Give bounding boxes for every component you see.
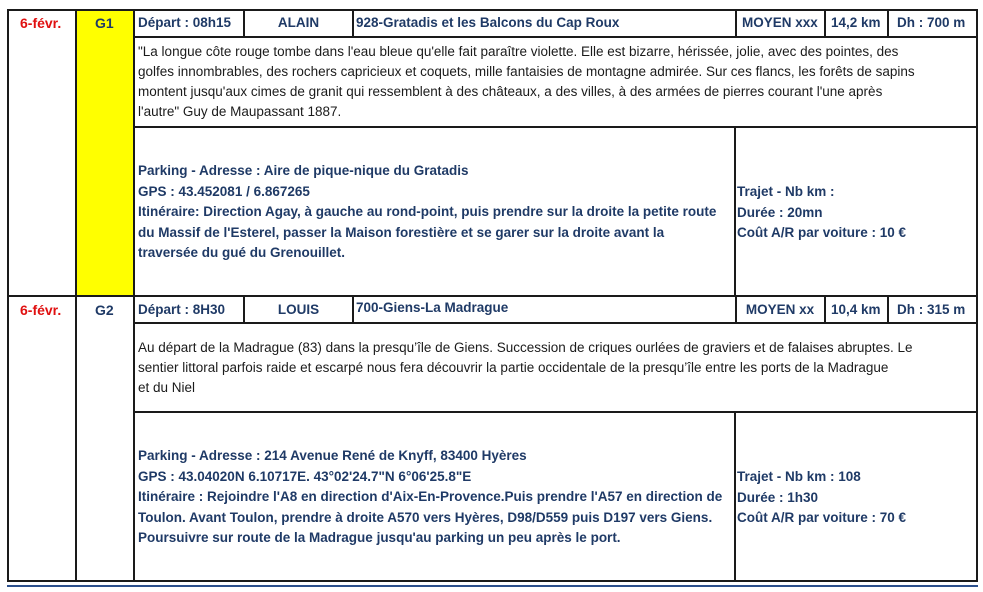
description-line: "La longue côte rouge tombe dans l'eau bleue qu'elle fait paraître violette. Elle est bizarre, hérissée, jolie, avec des pointes, des <box>138 44 899 59</box>
details-line: Parking - Adresse : Aire de pique-nique du Gratadis <box>138 163 469 178</box>
description-line: montent jusqu'aux cimes de granit qui ressemblent à des châteaux, a des villes, à des armées de pierres courant l'une après <box>138 84 883 99</box>
details-line: traversée du gué du Grenouillet. <box>138 245 346 260</box>
row-divider <box>133 411 977 413</box>
description <box>138 338 912 398</box>
footer-rule <box>7 585 978 587</box>
departure-cell: Départ : 8H30 <box>138 302 226 317</box>
hike-title: 700-Giens-La Madrague <box>356 300 509 315</box>
description-line: l'autre" Guy de Maupassant 1887. <box>138 104 342 119</box>
leader-cell: ALAIN <box>277 15 320 30</box>
trip-line: Trajet - Nb km : <box>737 184 835 199</box>
distance-cell: 14,2 km <box>831 15 881 30</box>
column-divider <box>734 126 736 297</box>
description <box>138 42 915 122</box>
trip-line: Coût A/R par voiture : 70 € <box>737 510 907 525</box>
row-divider <box>133 322 977 324</box>
elevation-cell: Dh : 700 m <box>897 15 966 30</box>
row-divider <box>7 9 977 11</box>
details-line: GPS : 43.452081 / 6.867265 <box>138 183 310 199</box>
group-label: G2 <box>95 302 114 318</box>
trip-line: Coût A/R par voiture : 10 € <box>737 225 907 240</box>
trip-line: Durée : 1h30 <box>737 489 819 505</box>
description-line: Au départ de la Madrague (83) dans la presqu’île de Giens. Succession de criques ourlées de graviers et de falaises abruptes. Le <box>138 340 913 355</box>
trip-details <box>737 182 906 244</box>
row-divider <box>7 580 977 582</box>
row-divider <box>133 126 977 128</box>
column-divider <box>243 295 245 324</box>
details-line: Parking - Adresse : 214 Avenue René de Knyff, 83400 Hyères <box>138 448 527 463</box>
column-divider <box>735 295 737 324</box>
description-line: et du Niel <box>138 380 196 395</box>
column-divider <box>352 295 354 324</box>
trip-line: Trajet - Nb km : 108 <box>737 469 861 484</box>
parking-details <box>138 446 722 549</box>
details-line: du Massif de l'Esterel, passer la Maison forestière et se garer sur la droite avant la <box>138 224 665 240</box>
parking-details <box>138 161 716 264</box>
level-cell: MOYEN xx <box>745 302 815 317</box>
trip-line: Durée : 20mn <box>737 204 823 220</box>
group-highlight-cell <box>76 10 134 296</box>
description-line: sentier littoral parfois raide et escarpé nous fera découvrir la partie occidentale de la presqu’île entre les ports de la Madrague <box>138 360 889 375</box>
date-cell: 6-févr. <box>20 302 62 318</box>
column-divider <box>133 9 135 582</box>
details-line: Poursuivre sur route de la Madrague jusqu'au parking un peu après le port. <box>138 530 621 545</box>
column-divider <box>824 295 826 324</box>
column-divider <box>734 411 736 582</box>
column-divider <box>75 9 77 582</box>
date-cell: 6-févr. <box>20 15 62 31</box>
column-divider <box>7 9 9 582</box>
row-divider <box>133 36 977 38</box>
column-divider <box>352 9 354 38</box>
hike-title: 928-Gratadis et les Balcons du Cap Roux <box>356 15 620 30</box>
details-line: Toulon. Avant Toulon, prendre à droite A570 vers Hyères, D98/D559 puis D197 vers Giens. <box>138 509 713 525</box>
column-divider <box>887 295 889 324</box>
details-line: Itinéraire : Rejoindre l'A8 en direction d'Aix-En-Provence.Puis prendre l'A57 en direction de <box>138 489 723 504</box>
column-divider <box>243 9 245 38</box>
distance-cell: 10,4 km <box>831 302 881 317</box>
column-divider <box>824 9 826 38</box>
details-line: Itinéraire: Direction Agay, à gauche au rond-point, puis prendre sur la droite la petite route <box>138 204 717 219</box>
departure-cell: Départ : 08h15 <box>138 15 232 30</box>
level-cell: MOYEN xxx <box>742 15 818 30</box>
trip-details <box>737 467 906 529</box>
details-line: GPS : 43.04020N 6.10717E. 43°02'24.7"N 6°06'25.8"E <box>138 468 472 484</box>
description-line: golfes innombrables, des rochers capricieux et coquets, mille fantaisies de montagne admirée. Sur ces flancs, les forêts de sapins <box>138 64 915 79</box>
column-divider <box>735 9 737 38</box>
elevation-cell: Dh : 315 m <box>897 302 966 317</box>
row-divider <box>7 295 977 297</box>
column-divider <box>887 9 889 38</box>
group-label: G1 <box>95 15 114 31</box>
column-divider <box>976 9 978 582</box>
leader-cell: LOUIS <box>277 302 320 317</box>
